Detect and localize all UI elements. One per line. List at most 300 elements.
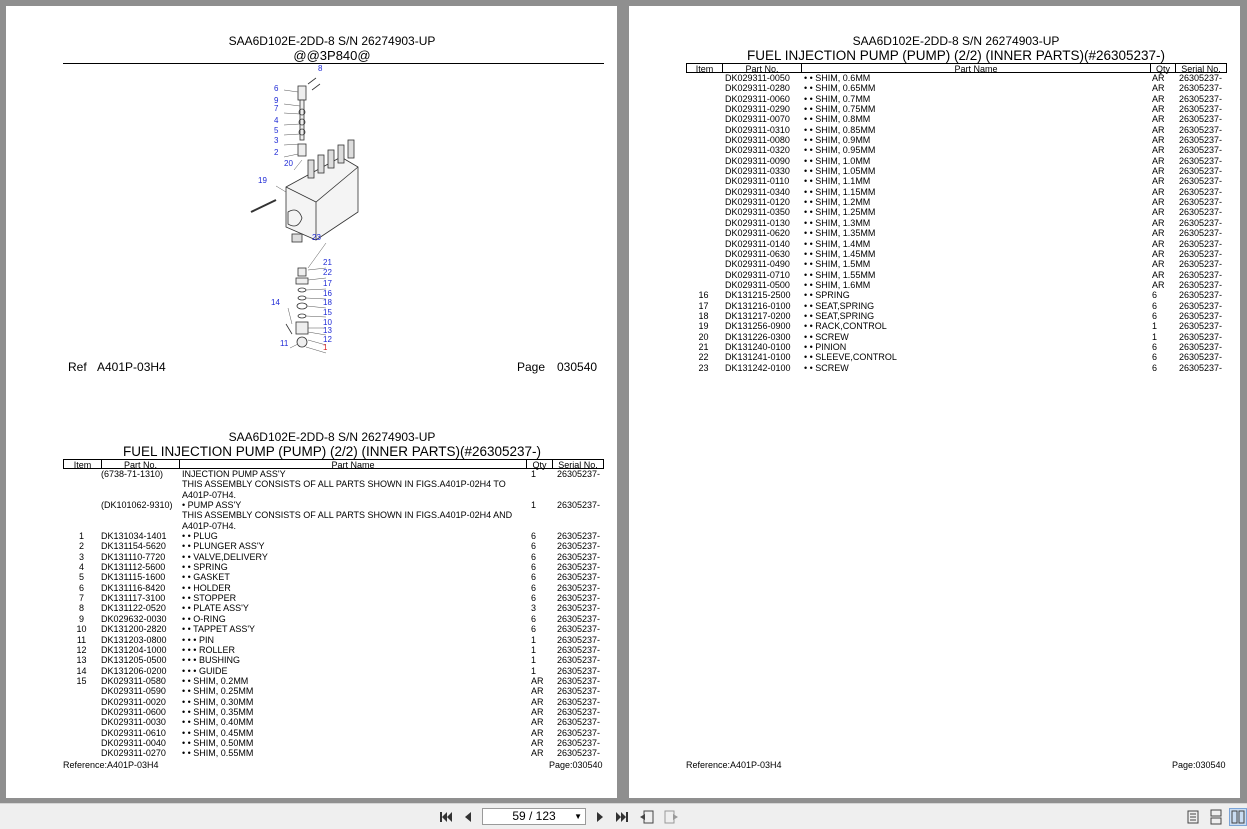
cell-qty: 6 xyxy=(531,624,537,635)
cell-serial-no: 26305237- xyxy=(557,717,601,728)
table-header xyxy=(686,63,1227,73)
cell-part-no: DK131215-2500 xyxy=(725,290,791,301)
cell-serial-no: 26305237- xyxy=(1179,238,1223,249)
last-page-icon xyxy=(615,811,629,823)
callout-label: 23 xyxy=(312,233,321,242)
table-row xyxy=(686,280,1227,290)
cell-serial-no: 26305237- xyxy=(557,531,601,542)
table-row xyxy=(63,593,604,603)
cell-part-name: • • SHIM, 1.6MM xyxy=(804,279,871,290)
cell-part-name: • • SHIM, 0.55MM xyxy=(182,748,254,759)
cell-item: 4 xyxy=(78,562,84,573)
cell-qty: AR xyxy=(531,737,544,748)
table-row xyxy=(63,583,604,593)
column-header: Serial No. xyxy=(558,460,598,470)
cell-qty: 1 xyxy=(531,469,537,479)
cell-serial-no: 26305237- xyxy=(557,675,601,686)
cell-part-name: • • SPRING xyxy=(182,562,228,573)
cell-part-no: DK029311-0280 xyxy=(725,83,790,94)
cell-serial-no: 26305237- xyxy=(1179,186,1223,197)
cell-serial-no: 26305237- xyxy=(557,593,601,604)
callout-label: 2 xyxy=(274,148,279,157)
cell-qty: AR xyxy=(531,675,544,686)
cell-serial-no: 26305237- xyxy=(557,696,601,707)
cell-qty: AR xyxy=(1152,217,1165,228)
table-row xyxy=(63,738,604,748)
cell-part-name: • • SHIM, 1.5MM xyxy=(804,259,871,270)
callout-label: 20 xyxy=(284,159,293,168)
page-label: Page xyxy=(517,360,546,374)
callout-label: 7 xyxy=(274,104,279,113)
cell-qty: AR xyxy=(1152,228,1165,239)
cell-part-name: • • SHIM, 1.0MM xyxy=(804,155,871,166)
cell-part-no: DK029311-0090 xyxy=(725,155,790,166)
cell-qty: AR xyxy=(1152,114,1165,125)
cell-serial-no: 26305237- xyxy=(1179,352,1223,363)
cell-part-no: DK029311-0330 xyxy=(725,166,790,177)
cell-part-name: • • RACK,CONTROL xyxy=(804,321,887,332)
cell-item: 23 xyxy=(698,362,709,373)
callout-label: 10 xyxy=(323,318,332,327)
table-row xyxy=(686,301,1227,311)
cell-serial-no: 26305237- xyxy=(1179,290,1223,301)
cell-part-no: DK131200-2820 xyxy=(101,624,167,635)
cell-part-name: • • SHIM, 0.8MM xyxy=(804,114,871,125)
cell-part-no: DK029311-0610 xyxy=(101,727,166,738)
cell-part-name: • • SHIM, 1.3MM xyxy=(804,217,871,228)
cell-part-name: • • • BUSHING xyxy=(182,655,240,666)
table-row xyxy=(686,218,1227,228)
table-row xyxy=(686,104,1227,114)
single-page-view-button[interactable] xyxy=(1184,808,1202,826)
cell-serial-no: 26305237- xyxy=(557,541,601,552)
cell-part-name: • • SLEEVE,CONTROL xyxy=(804,352,897,363)
prev-page-button[interactable] xyxy=(459,808,477,826)
cell-part-name: • • SHIM, 1.45MM xyxy=(804,248,876,259)
callout-label: 17 xyxy=(323,279,332,288)
cell-part-no: DK029311-0080 xyxy=(725,135,790,146)
table-heading: FUEL INJECTION PUMP (PUMP) (2/2) (INNER PARTS)(#26305237-) xyxy=(122,444,542,459)
cell-item: 8 xyxy=(78,603,84,614)
cell-qty: AR xyxy=(1152,135,1165,146)
table-row xyxy=(63,500,604,510)
cell-serial-no: 26305237- xyxy=(1179,300,1223,311)
cell-serial-no: 26305237- xyxy=(1179,166,1223,177)
column-header: Item xyxy=(687,64,723,72)
cell-part-name: • • SHIM, 0.85MM xyxy=(804,124,876,135)
go-forward-button[interactable] xyxy=(662,808,680,826)
chevron-down-icon: ▼ xyxy=(574,812,582,821)
cell-part-name: • • SPRING xyxy=(804,290,850,301)
last-page-button[interactable] xyxy=(613,808,631,826)
cell-part-no: DK029311-0030 xyxy=(101,717,166,728)
cell-part-name: • • SHIM, 0.9MM xyxy=(804,135,871,146)
cell-part-name: • • SHIM, 0.6MM xyxy=(804,73,871,83)
callout-label: 12 xyxy=(323,335,332,344)
table-row xyxy=(686,332,1227,342)
table-row xyxy=(63,624,604,634)
callout-label: 21 xyxy=(323,258,332,267)
table-row xyxy=(686,321,1227,331)
cell-qty: AR xyxy=(1152,83,1165,94)
cell-part-name: • • SCREW xyxy=(804,362,849,373)
table-title: SAA6D102E-2DD-8 S/N 26274903-UP xyxy=(852,34,1060,48)
cell-part-name: • • PLATE ASS'Y xyxy=(182,603,249,614)
cell-serial-no: 26305237- xyxy=(1179,197,1223,208)
cell-part-no: DK029311-0490 xyxy=(725,259,790,270)
cell-part-name: • • • ROLLER xyxy=(182,644,235,655)
table-heading: FUEL INJECTION PUMP (PUMP) (2/2) (INNER PARTS)(#26305237-) xyxy=(746,48,1166,63)
cell-serial-no: 26305237- xyxy=(1179,362,1223,373)
cell-part-no: DK131226-0300 xyxy=(725,331,791,342)
cell-serial-no: 26305237- xyxy=(557,469,601,479)
cell-part-name: • • SHIM, 0.7MM xyxy=(804,93,871,104)
cell-serial-no: 26305237- xyxy=(1179,124,1223,135)
cell-part-no: DK131204-1000 xyxy=(101,644,167,655)
cell-qty: AR xyxy=(1152,155,1165,166)
cell-serial-no: 26305237- xyxy=(557,500,601,511)
cell-part-name: THIS ASSEMBLY CONSISTS OF ALL PARTS SHOWN IN FIGS.A401P-02H4 AND A401P-07H4. xyxy=(182,510,513,531)
cell-serial-no: 26305237- xyxy=(557,665,601,676)
table-row xyxy=(63,728,604,738)
page-indicator: 59 / 123 xyxy=(512,809,556,823)
cell-qty: 1 xyxy=(531,665,537,676)
table-row xyxy=(686,145,1227,155)
cell-item: 18 xyxy=(698,310,709,321)
table-row xyxy=(63,666,604,676)
cell-serial-no: 26305237- xyxy=(1179,217,1223,228)
cell-part-no: DK029311-0620 xyxy=(725,228,790,239)
cell-part-no: DK029311-0050 xyxy=(725,73,790,83)
cell-part-name: • • SHIM, 0.40MM xyxy=(182,717,254,728)
callout-label: 8 xyxy=(318,64,323,73)
column-header: Item xyxy=(64,460,102,468)
cell-qty: AR xyxy=(1152,73,1165,83)
cell-item: 5 xyxy=(78,572,84,583)
cell-part-no: DK029311-0310 xyxy=(725,124,790,135)
cell-qty: AR xyxy=(531,686,544,697)
cell-part-no: DK131115-1600 xyxy=(101,572,166,583)
cell-part-no: DK029311-0110 xyxy=(725,176,790,187)
cell-part-name: • • SHIM, 0.50MM xyxy=(182,737,254,748)
cell-qty: 6 xyxy=(531,562,537,573)
cell-part-no: DK131116-8420 xyxy=(101,582,166,593)
cell-part-no: DK029311-0340 xyxy=(725,186,790,197)
cell-part-no: DK029311-0710 xyxy=(725,269,790,280)
cell-qty: AR xyxy=(1152,259,1165,270)
cell-item: 11 xyxy=(76,634,87,645)
cell-serial-no: 26305237- xyxy=(557,737,601,748)
cell-serial-no: 26305237- xyxy=(557,644,601,655)
two-page-icon xyxy=(1231,810,1245,824)
cell-part-name: • • VALVE,DELIVERY xyxy=(182,551,268,562)
cell-item: 9 xyxy=(78,613,84,624)
table-row xyxy=(686,363,1227,373)
cell-part-name: • • SHIM, 1.15MM xyxy=(804,186,876,197)
cell-serial-no: 26305237- xyxy=(1179,73,1223,83)
footer-reference: Reference:A401P-03H4 xyxy=(686,760,782,770)
column-header: Part No. xyxy=(102,460,180,468)
cell-part-no: DK131112-5600 xyxy=(101,562,166,573)
cell-serial-no: 26305237- xyxy=(1179,135,1223,146)
table-row xyxy=(63,748,604,758)
cell-item: 10 xyxy=(76,624,87,635)
cell-part-no: DK029311-0040 xyxy=(101,737,166,748)
cell-part-no: DK029311-0020 xyxy=(101,696,166,707)
cell-part-name: • • SHIM, 0.45MM xyxy=(182,727,254,738)
cell-part-name: • • SHIM, 0.95MM xyxy=(804,145,876,156)
cell-part-name: • • SHIM, 0.25MM xyxy=(182,686,254,697)
table-row xyxy=(686,156,1227,166)
cell-serial-no: 26305237- xyxy=(557,613,601,624)
table-row xyxy=(63,572,604,582)
first-page-button[interactable] xyxy=(437,808,455,826)
table-row xyxy=(686,176,1227,186)
table-row xyxy=(686,228,1227,238)
table-row xyxy=(63,676,604,686)
cell-qty: AR xyxy=(1152,145,1165,156)
table-row xyxy=(686,73,1227,83)
cell-part-no: DK029311-0270 xyxy=(101,748,166,759)
diagram-title: SAA6D102E-2DD-8 S/N 26274903-UP xyxy=(228,34,436,48)
cell-serial-no: 26305237- xyxy=(557,572,601,583)
column-header: Part Name xyxy=(180,460,527,468)
cell-qty: 3 xyxy=(531,603,537,614)
table-row xyxy=(686,187,1227,197)
cell-part-name: • • SHIM, 0.30MM xyxy=(182,696,254,707)
cell-part-name: • • HOLDER xyxy=(182,582,231,593)
cell-part-no: DK029311-0600 xyxy=(101,706,166,717)
viewer-toolbar xyxy=(0,803,1247,829)
cell-part-name: • • SHIM, 0.75MM xyxy=(804,104,876,115)
cell-serial-no: 26305237- xyxy=(1179,145,1223,156)
callout-label: 4 xyxy=(274,116,279,125)
cell-part-no: DK029311-0290 xyxy=(725,104,790,115)
table-row xyxy=(686,114,1227,124)
cell-qty: AR xyxy=(531,696,544,707)
callout-label: 11 xyxy=(280,339,289,348)
column-header: Qty xyxy=(1151,64,1176,72)
cell-qty: 6 xyxy=(1152,290,1158,301)
cell-qty: 6 xyxy=(531,551,537,562)
cell-part-name: • • STOPPER xyxy=(182,593,237,604)
cell-part-name: INJECTION PUMP ASS'Y xyxy=(182,469,286,479)
cell-part-no: DK029311-0580 xyxy=(101,675,166,686)
cell-serial-no: 26305237- xyxy=(1179,155,1223,166)
cell-part-name: • • • PIN xyxy=(182,634,214,645)
cell-serial-no: 26305237- xyxy=(557,686,601,697)
continuous-view-button[interactable] xyxy=(1207,808,1225,826)
cell-serial-no: 26305237- xyxy=(557,706,601,717)
cell-serial-no: 26305237- xyxy=(1179,228,1223,239)
cell-part-no: DK029311-0590 xyxy=(101,686,166,697)
table-row xyxy=(63,645,604,655)
cell-qty: 1 xyxy=(531,655,537,666)
two-page-view-button[interactable] xyxy=(1229,808,1247,826)
cell-part-name: • • • GUIDE xyxy=(182,665,228,676)
table-row xyxy=(686,239,1227,249)
table-row xyxy=(686,249,1227,259)
table-row xyxy=(686,311,1227,321)
cell-serial-no: 26305237- xyxy=(557,551,601,562)
table-row xyxy=(63,603,604,613)
cell-item: 6 xyxy=(78,582,84,593)
cell-part-no: DK131242-0100 xyxy=(725,362,791,373)
ref-label: Ref xyxy=(68,360,87,374)
cell-serial-no: 26305237- xyxy=(1179,331,1223,342)
callout-label: 18 xyxy=(323,298,332,307)
cell-serial-no: 26305237- xyxy=(1179,83,1223,94)
cell-qty: AR xyxy=(1152,248,1165,259)
next-page-icon xyxy=(595,811,605,823)
cell-qty: AR xyxy=(1152,104,1165,115)
cell-part-no: DK029311-0060 xyxy=(725,93,790,104)
cell-serial-no: 26305237- xyxy=(1179,176,1223,187)
cell-part-name: • • SHIM, 1.4MM xyxy=(804,238,871,249)
cell-part-no: DK131240-0100 xyxy=(725,341,791,352)
cell-part-no: DK029311-0140 xyxy=(725,238,790,249)
parts-table-body xyxy=(686,73,1227,373)
cell-part-no: DK131154-5620 xyxy=(101,541,166,552)
callout-label: 9 xyxy=(274,96,279,105)
cell-serial-no: 26305237- xyxy=(1179,248,1223,259)
cell-serial-no: 26305237- xyxy=(1179,321,1223,332)
cell-qty: AR xyxy=(1152,207,1165,218)
cell-serial-no: 26305237- xyxy=(557,727,601,738)
cell-part-no: DK131241-0100 xyxy=(725,352,791,363)
column-header: Part No. xyxy=(723,64,802,72)
callout-label: 14 xyxy=(271,298,280,307)
table-header xyxy=(63,459,604,469)
cell-serial-no: 26305237- xyxy=(1179,93,1223,104)
cell-part-name: • • PINION xyxy=(804,341,847,352)
cell-part-name: • • SHIM, 1.25MM xyxy=(804,207,876,218)
cell-part-no: (DK101062-9310) xyxy=(101,500,173,511)
column-header: Qty xyxy=(527,460,553,468)
table-row xyxy=(63,531,604,541)
pdf-page-right xyxy=(629,6,1240,798)
cell-item: 15 xyxy=(76,675,87,686)
table-row xyxy=(686,83,1227,93)
table-row xyxy=(63,697,604,707)
cell-qty: AR xyxy=(1152,93,1165,104)
cell-part-name: • • SHIM, 0.2MM xyxy=(182,675,249,686)
cell-item: 14 xyxy=(76,665,87,676)
cell-qty: AR xyxy=(531,706,544,717)
cell-serial-no: 26305237- xyxy=(1179,310,1223,321)
cell-part-no: DK131203-0800 xyxy=(101,634,167,645)
table-row xyxy=(686,342,1227,352)
cell-part-name: • • GASKET xyxy=(182,572,230,583)
cell-part-name: • • SEAT,SPRING xyxy=(804,300,875,311)
cell-part-no: DK131216-0100 xyxy=(725,300,791,311)
page-number-select[interactable] xyxy=(482,808,586,825)
cell-part-name: • • SHIM, 0.65MM xyxy=(804,83,876,94)
cell-qty: AR xyxy=(531,748,544,759)
table-row xyxy=(686,197,1227,207)
cell-qty: AR xyxy=(1152,238,1165,249)
first-page-icon xyxy=(439,811,453,823)
cell-qty: AR xyxy=(531,727,544,738)
cell-part-no: DK029311-0500 xyxy=(725,279,790,290)
cell-item: 3 xyxy=(78,551,84,562)
table-row xyxy=(63,552,604,562)
callout-label: 6 xyxy=(274,84,279,93)
cell-qty: 6 xyxy=(1152,310,1158,321)
go-back-button[interactable] xyxy=(638,808,656,826)
table-row xyxy=(686,290,1227,300)
column-header: Serial No. xyxy=(1181,64,1221,74)
table-row xyxy=(63,469,604,479)
callout-label: 1 xyxy=(323,343,328,352)
table-row xyxy=(63,562,604,572)
diagram-code: @@3P840@ xyxy=(293,48,371,63)
cell-part-no: DK029311-0120 xyxy=(725,197,790,208)
cell-qty: 1 xyxy=(531,634,537,645)
table-row xyxy=(686,270,1227,280)
cell-serial-no: 26305237- xyxy=(1179,259,1223,270)
cell-qty: 1 xyxy=(1152,331,1158,342)
cell-item: 16 xyxy=(698,290,709,301)
cell-qty: 1 xyxy=(1152,321,1158,332)
cell-qty: 1 xyxy=(531,500,537,511)
cell-serial-no: 26305237- xyxy=(1179,114,1223,125)
cell-qty: AR xyxy=(1152,124,1165,135)
ref-value: A401P-03H4 xyxy=(97,360,166,374)
cell-item: 21 xyxy=(698,341,709,352)
cell-qty: 6 xyxy=(1152,362,1158,373)
table-row xyxy=(63,655,604,665)
cell-serial-no: 26305237- xyxy=(557,624,601,635)
table-row xyxy=(63,707,604,717)
table-row xyxy=(686,352,1227,362)
cell-qty: 6 xyxy=(531,531,537,542)
go-forward-icon xyxy=(663,809,679,825)
cell-part-name: THIS ASSEMBLY CONSISTS OF ALL PARTS SHOWN IN FIGS.A401P-02H4 TO A401P-07H4. xyxy=(182,479,506,500)
cell-part-no: DK029311-0070 xyxy=(725,114,790,125)
exploded-parts-diagram xyxy=(246,62,376,362)
cell-serial-no: 26305237- xyxy=(557,603,601,614)
callout-label: 16 xyxy=(323,289,332,298)
cell-qty: 6 xyxy=(531,613,537,624)
footer-page: Page:030540 xyxy=(1172,760,1226,770)
parts-table-body xyxy=(63,469,604,759)
table-row xyxy=(63,635,604,645)
footer-page: Page:030540 xyxy=(549,760,603,770)
callout-label: 15 xyxy=(323,308,332,317)
cell-part-name: • • SHIM, 1.1MM xyxy=(804,176,871,187)
cell-part-no: DK131122-0520 xyxy=(101,603,166,614)
cell-serial-no: 26305237- xyxy=(557,634,601,645)
cell-part-no: DK131217-0200 xyxy=(725,310,791,321)
cell-serial-no: 26305237- xyxy=(557,748,601,759)
callout-label: 22 xyxy=(323,268,332,277)
cell-part-name: • • SHIM, 1.2MM xyxy=(804,197,871,208)
cell-qty: 6 xyxy=(1152,352,1158,363)
cell-part-no: DK131117-3100 xyxy=(101,593,166,604)
cell-item: 19 xyxy=(698,321,709,332)
footer-reference: Reference:A401P-03H4 xyxy=(63,760,159,770)
cell-part-no: DK131034-1401 xyxy=(101,531,167,542)
cell-qty: 6 xyxy=(531,593,537,604)
cell-part-no: DK029311-0630 xyxy=(725,248,790,259)
cell-qty: 6 xyxy=(531,582,537,593)
callout-label: 5 xyxy=(274,126,279,135)
next-page-button[interactable] xyxy=(591,808,609,826)
cell-qty: AR xyxy=(1152,176,1165,187)
cell-part-no: DK131110-7720 xyxy=(101,551,166,562)
cell-part-name: • • PLUG xyxy=(182,531,218,542)
